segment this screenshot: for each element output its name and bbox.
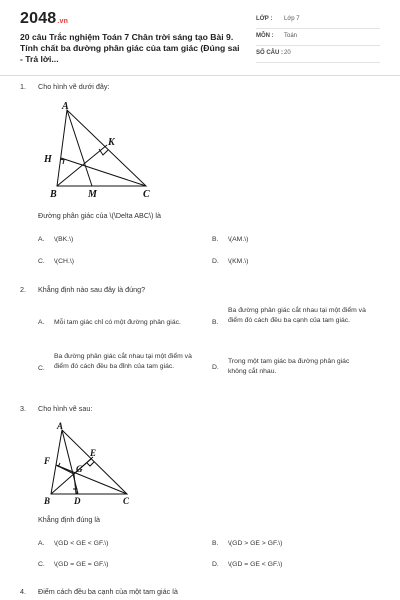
question-number: 1. bbox=[20, 82, 26, 91]
question-text: Điểm cách đều ba cạnh của một tam giác là bbox=[38, 587, 178, 596]
label-K: K bbox=[108, 137, 115, 148]
option-letter: A. bbox=[38, 319, 45, 326]
option-text: \(GD > GE > GF.\) bbox=[228, 540, 283, 547]
label-H: H bbox=[44, 154, 52, 165]
question-number: 4. bbox=[20, 587, 26, 596]
logo-suffix: .vn bbox=[57, 18, 69, 25]
option-text: \(AM.\) bbox=[228, 236, 249, 243]
question-text: Cho hình vẽ dưới đây: bbox=[38, 82, 110, 91]
option-letter: D. bbox=[212, 561, 219, 568]
label-B: B bbox=[50, 189, 57, 200]
label-D: D bbox=[74, 496, 81, 506]
option-text: \(BK.\) bbox=[54, 236, 74, 243]
option-letter: B. bbox=[212, 319, 219, 326]
question-text: Khẳng định nào sau đây là đúng? bbox=[38, 285, 146, 294]
option-text: \(GD = GE < GF.\) bbox=[228, 561, 283, 568]
label-M: M bbox=[88, 189, 97, 200]
option-text: \(CH.\) bbox=[54, 258, 75, 265]
option-text: \(GD = GE = GF.\) bbox=[54, 561, 109, 568]
option-text: Trong một tam giác ba đường phân giác không cắt nhau. bbox=[228, 358, 350, 375]
option-text: \(KM.\) bbox=[228, 258, 249, 265]
triangle-figure-2 bbox=[38, 418, 138, 508]
meta-count-value: 20 bbox=[284, 50, 291, 56]
option-letter: C. bbox=[38, 561, 45, 568]
question-1-prompt: Đường phân giác của \(\Delta ABC\) là bbox=[38, 211, 161, 220]
option-letter: A. bbox=[38, 236, 45, 243]
meta-subject bbox=[256, 29, 380, 46]
option-text: Ba đường phân giác cắt nhau tại một điểm và điểm đó cách đều ba cạnh của tam giác. bbox=[228, 307, 366, 324]
label-A: A bbox=[62, 101, 69, 112]
label-C: C bbox=[143, 189, 150, 200]
meta-count-label: SỐ CÂU : bbox=[256, 50, 283, 56]
header-divider bbox=[0, 75, 400, 76]
question-3-prompt: Khẳng định đúng là bbox=[38, 515, 100, 524]
meta-class bbox=[256, 12, 380, 29]
meta-subject-value: Toán bbox=[284, 33, 298, 39]
question-number: 2. bbox=[20, 285, 26, 294]
meta-count bbox=[256, 46, 380, 63]
option-text: Ba đường phân giác cắt nhau tại một điểm và điểm đó cách đều ba đỉnh của tam giác. bbox=[54, 353, 192, 370]
label-G: G bbox=[76, 464, 83, 474]
option-letter: B. bbox=[212, 236, 219, 243]
meta-class-value: Lớp 7 bbox=[284, 16, 300, 22]
question-text: Cho hình vẽ sau: bbox=[38, 404, 93, 413]
option-text: \(GD < GE < GF.\) bbox=[54, 540, 109, 547]
triangle-figure-1 bbox=[40, 98, 160, 208]
question-number: 3. bbox=[20, 404, 26, 413]
option-letter: C. bbox=[38, 365, 45, 372]
option-text: Mỗi tam giác chỉ có một đường phân giác. bbox=[54, 319, 181, 326]
meta-subject-label: MÔN : bbox=[256, 33, 274, 39]
label-A: A bbox=[57, 421, 64, 431]
label-E: E bbox=[90, 448, 97, 458]
logo-text: 2048 bbox=[20, 10, 57, 27]
label-F: F bbox=[44, 456, 51, 466]
option-letter: C. bbox=[38, 258, 45, 265]
page-title: 20 câu Trắc nghiệm Toán 7 Chân trời sáng tạo Bài 9. Tính chất ba đường phân giác của tam giác (Đúng sai - Trả lời... bbox=[20, 32, 240, 64]
meta-class-label: LỚP : bbox=[256, 16, 273, 22]
label-C: C bbox=[123, 496, 130, 506]
label-B: B bbox=[44, 496, 51, 506]
option-letter: B. bbox=[212, 540, 219, 547]
option-letter: A. bbox=[38, 540, 45, 547]
page-header bbox=[0, 0, 400, 70]
site-logo[interactable] bbox=[20, 10, 68, 28]
option-letter: D. bbox=[212, 258, 219, 265]
option-letter: D. bbox=[212, 364, 219, 371]
